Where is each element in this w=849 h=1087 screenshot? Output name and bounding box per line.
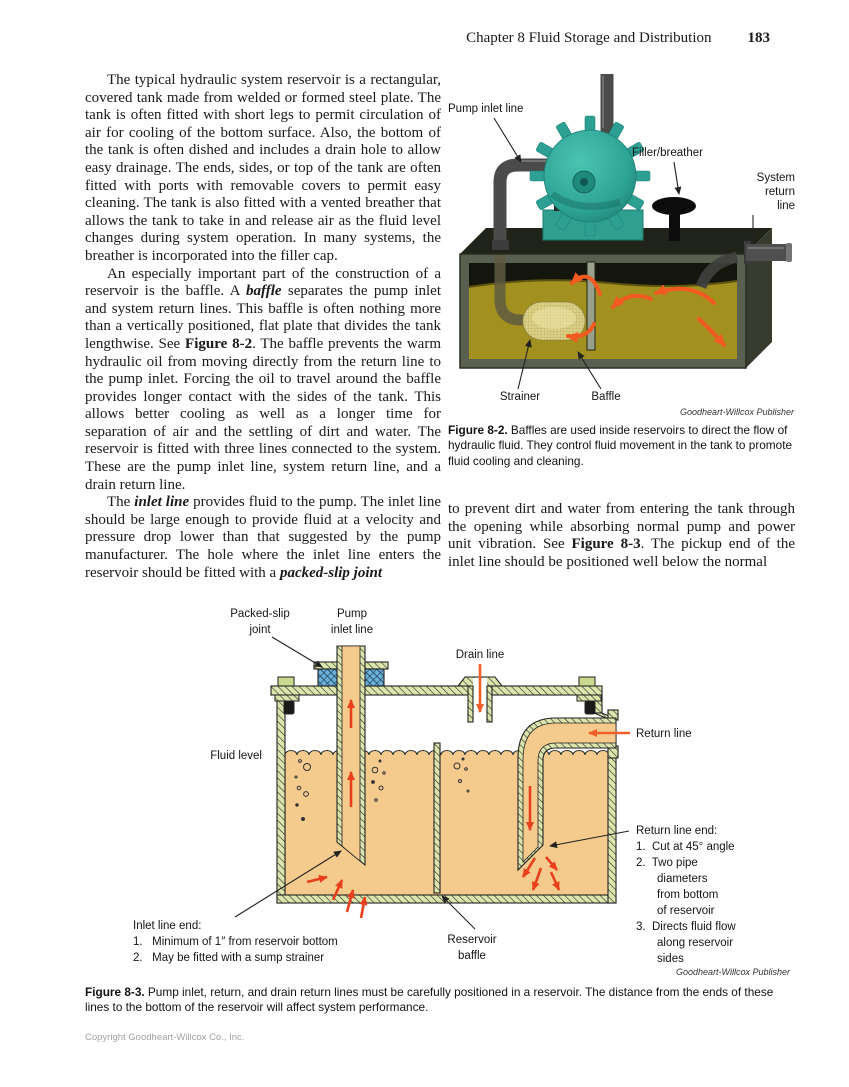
strainer-cylinder (523, 302, 585, 340)
chapter-title: Chapter 8 Fluid Storage and Distribution (466, 30, 712, 46)
label-drain-line: Drain line (455, 649, 505, 661)
svg-text:joint: joint (249, 624, 271, 636)
label-baffle: Baffle (591, 391, 621, 403)
svg-text:2. May be fitted with a sump: 2. May be fitted with a sump strainer (133, 952, 325, 964)
pump-inlet-pipe (337, 646, 365, 865)
figure-8-2-credit: Goodheart-Willcox Publisher (680, 407, 794, 417)
label-system-return-line: System (756, 172, 795, 184)
label-pump-inlet-line: Pump inlet line (448, 103, 524, 115)
label-return-line: Return line (636, 728, 692, 740)
reservoir-baffle-plate (434, 743, 440, 893)
svg-text:1. Minimum of 1″ from reserv: 1. Minimum of 1″ from reservoir bottom (133, 936, 338, 948)
pump-assembly (492, 74, 650, 250)
system-return-line-stub (744, 241, 792, 264)
svg-text:1. Cut at 45° angle: 1. Cut at 45° angle (636, 841, 735, 853)
copyright-notice: Copyright Goodheart-Willcox Co., Inc. (85, 1032, 245, 1043)
label-inlet-line-end (133, 920, 338, 964)
svg-text:sides: sides (657, 953, 684, 965)
body-text-left-column (85, 72, 441, 582)
label-filler-breather: Filler/breather (632, 147, 703, 159)
svg-text:Return line end:: Return line end: (636, 825, 718, 837)
svg-text:inlet line: inlet line (330, 624, 374, 636)
label-return-line-end (636, 825, 736, 965)
paragraph-1: The typical hydraulic system reservoir is a rectangular, covered tank made from welded or formed steel plate. The tank is often fitted with short legs to permit circulation of air for cooling of the bottom surface. Also, the bottom of the tank is often dished and includes a drain hole to allow easy drainage. The ends, sides, or top of the tank are often fitted with ports with removable covers to permit easy cleaning. The tank is also fitted with a vented breather that allows the tank to take in and release air as the fluid level changes during system operation. In many systems, the breather is incorporated into the filler cap. (85, 72, 441, 264)
svg-text:along reservoir: along reservoir (657, 937, 734, 949)
paragraph-2: An especially important part of the construction of a reservoir is the baffle. A baffle separates the pump inlet and system return lines. This baffle is often nothing more than a vertically positioned, flat plate that divides the tank lengthwise. See Figure 8-2. The baffle prevents the warm hydraulic oil from moving directly from the return line to the pump inlet. Forcing the oil to travel around the baffle provides longer contact with the sides of the tank. This allows better cooling as well as a longer time for separation of air and the settling of dirt and water. The reservoir is fitted with three lines connected to the system. These are the pump inlet line, system return line, and a drain return line. (85, 265, 441, 493)
page-number: 183 (747, 30, 770, 46)
figure-8-3-credit: Goodheart-Willcox Publisher (676, 967, 790, 977)
svg-text:baffle: baffle (458, 950, 486, 962)
body-text-right-column: to prevent dirt and water from entering the tank through the opening while absorbing normal pump and power unit vibration. See Figure 8-3. The pickup end of the inlet line should be positioned well below the normal (448, 501, 795, 570)
svg-text:diameters: diameters (657, 873, 708, 885)
figure-8-2-caption: Figure 8-2. Baffles are used inside reservoirs to direct the flow of hydraulic fluid. They control fluid movement in the tank to promote fluid cooling and cleaning. (448, 423, 793, 468)
svg-text:3. Directs fluid flow: 3. Directs fluid flow (636, 921, 736, 933)
svg-text:Inlet line end:: Inlet line end: (133, 920, 202, 932)
running-head (0, 30, 770, 47)
reservoir-fluid (285, 751, 609, 896)
figure-8-2-illustration (448, 72, 798, 420)
label-fluid-level: Fluid level (210, 750, 262, 762)
label-pump-inlet-line: Pump (336, 608, 368, 620)
svg-text:return: return (764, 186, 795, 198)
figure-8-3-caption: Figure 8-3. Pump inlet, return, and drain return lines must be carefully positioned in a reservoir. The distance from the ends of these lines to the bottom of the reservoir will affect system performance. (85, 985, 774, 1015)
label-reservoir-baffle: Reservoir (447, 934, 497, 946)
svg-text:line: line (777, 200, 795, 212)
svg-text:of reservoir: of reservoir (657, 905, 715, 917)
label-strainer: Strainer (499, 391, 541, 403)
paragraph-3: The inlet line provides fluid to the pump. The inlet line should be large enough to provide fluid at a velocity and pressure drop lower than that suggested by the pump manufacturer. The hole where the inlet line enters the reservoir should be fitted with a packed-slip joint (85, 494, 441, 581)
svg-text:2. Two pipe: 2. Two pipe (636, 857, 698, 869)
label-packed-slip-joint: Packed-slip (230, 608, 290, 620)
figure-8-3-diagram (85, 600, 805, 980)
svg-text:from bottom: from bottom (657, 889, 719, 901)
